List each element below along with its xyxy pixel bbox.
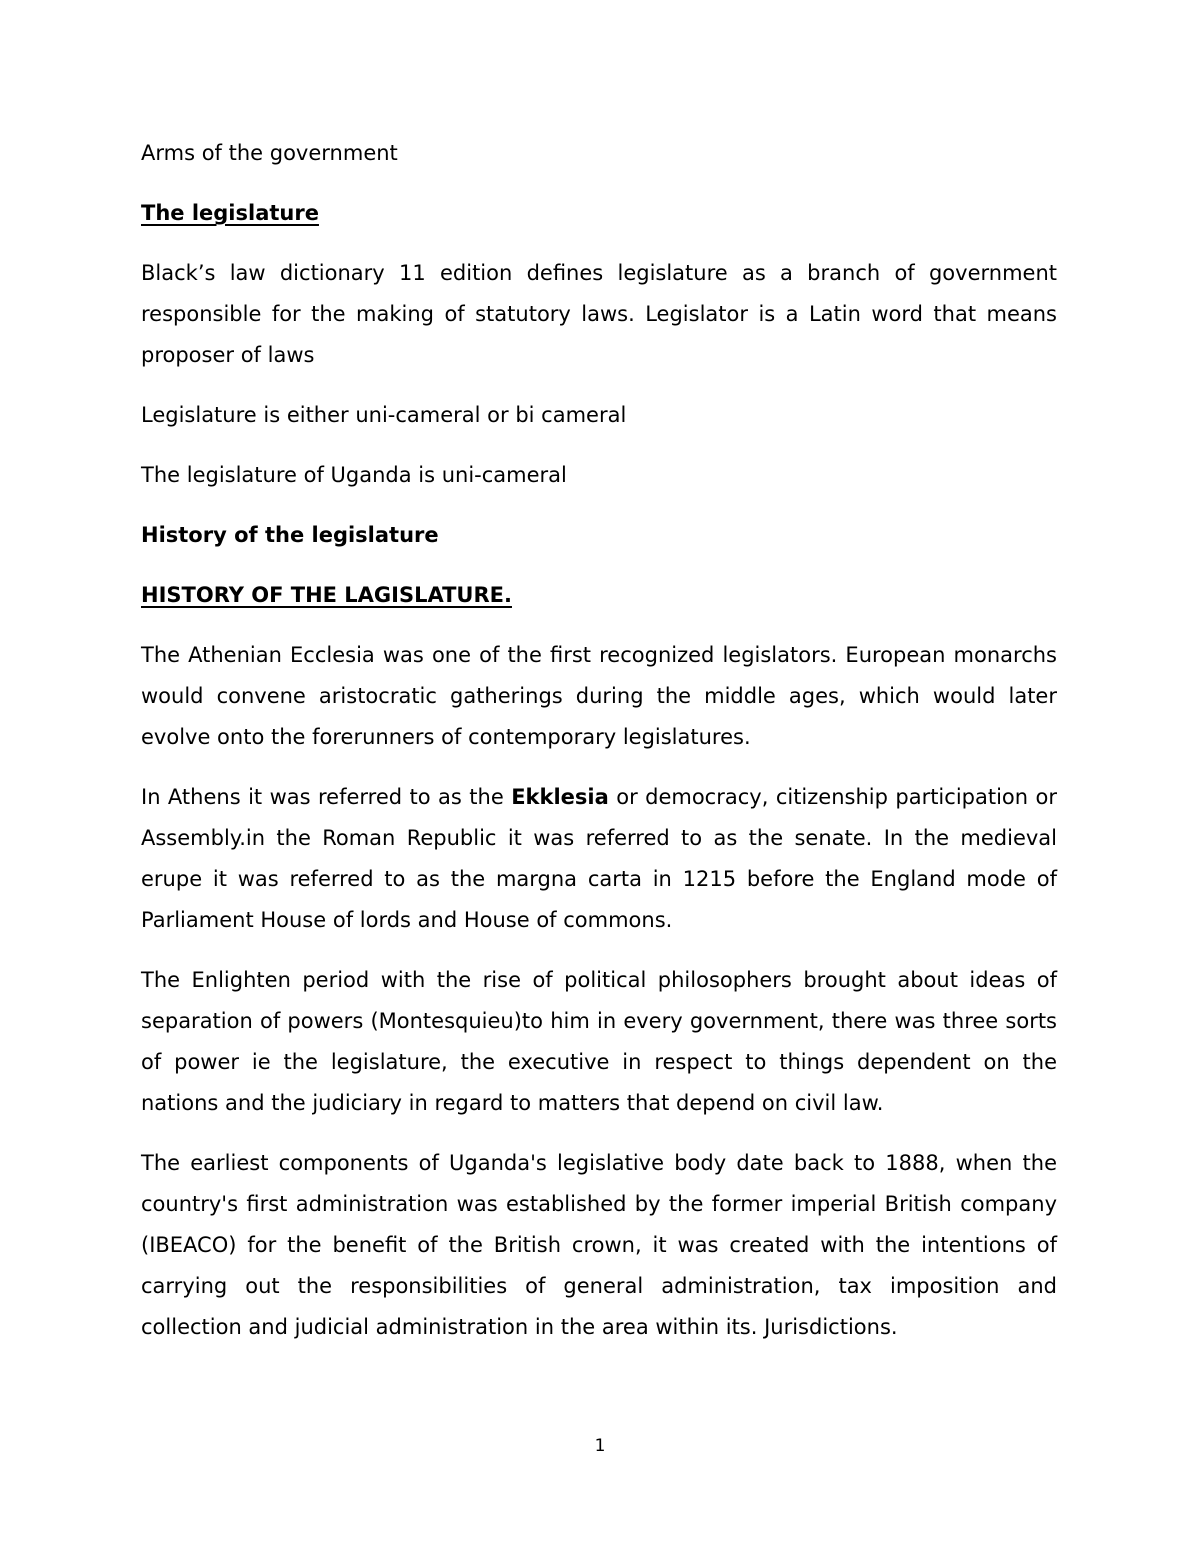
paragraph-uganda-legislative-history: The earliest components of Uganda's legislative body date back to 1888, when the country's first administration was established by the former imperial British company (IBEACO) for the benefit of the British crown, it was created with the intentions of carrying out the responsibilities of general administration, tax imposition and collection and judicial administration in the area within its. Jurisdictions. [141, 1151, 1057, 1339]
paragraph-blacks-law-definition: Black’s law dictionary 11 edition defines legislature as a branch of government responsible for the making of statutory laws. Legislator is a Latin word that means proposer of laws [141, 261, 1057, 367]
heading-history-uppercase: HISTORY OF THE LAGISLATURE. [141, 583, 512, 607]
page-number: 1 [594, 1436, 606, 1456]
paragraph-uganda-uni-cameral: The legislature of Uganda is uni-cameral [141, 463, 567, 487]
document-body [141, 133, 1057, 1367]
heading-legislature: The legislature [141, 201, 319, 225]
document-title: Arms of the government [141, 141, 398, 165]
ekklesia-term: Ekklesia [511, 785, 609, 809]
paragraph-athens-text-after: or democracy, citizenship participation or Assembly.in the Roman Republic it was referred to as the senate. In the medieval erupe it was referred to as the margna carta in 1215 before the England mode of Parliament House of lords and House of commons. [141, 785, 1057, 932]
paragraph-athens-text-before: In Athens it was referred to as the [141, 785, 512, 809]
paragraph-athenian-ecclesia: The Athenian Ecclesia was one of the first recognized legislators. European monarchs would convene aristocratic gatherings during the middle ages, which would later evolve onto the forerunners of contemporary legislatures. [141, 643, 1057, 749]
paragraph-uni-bi-cameral: Legislature is either uni-cameral or bi cameral [141, 403, 627, 427]
paragraph-athens-ekklesia [141, 777, 1057, 941]
paragraph-enlighten-period: The Enlighten period with the rise of political philosophers brought about ideas of separation of powers (Montesquieu)to him in every government, there was three sorts of power ie the legislature, the executive in respect to things dependent on the nations and the judiciary in regard to matters that depend on civil law. [141, 968, 1057, 1115]
heading-history-of-the-legislature: History of the legislature [141, 523, 439, 547]
